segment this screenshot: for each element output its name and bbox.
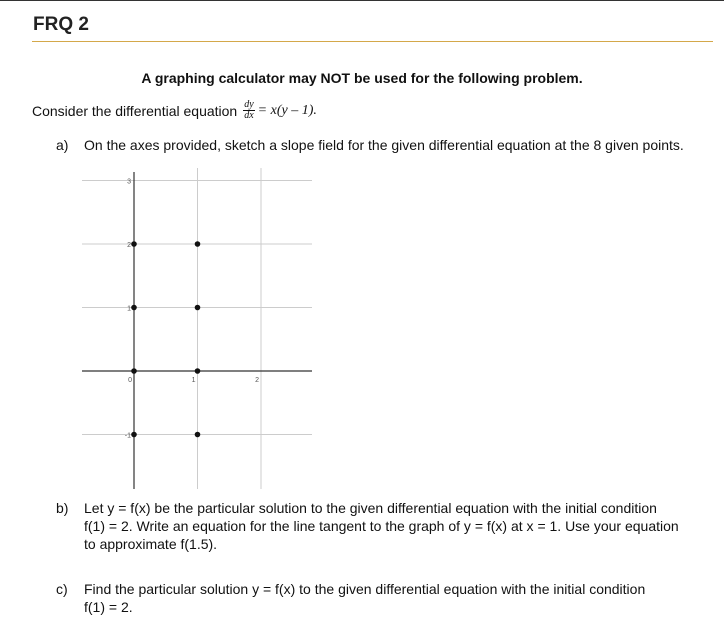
- slope-field-point: [195, 432, 201, 438]
- equation-rhs: = x(y – 1).: [257, 102, 317, 118]
- top-border-line: [0, 0, 724, 1]
- title-underline: [32, 41, 713, 42]
- x-tick-label: 1: [191, 377, 196, 384]
- fraction-denominator: dx: [244, 110, 254, 121]
- y-tick-label: 3: [127, 178, 131, 186]
- x-tick-label: 2: [255, 377, 259, 384]
- derivative-fraction: [243, 100, 254, 121]
- part-c-line-1: Find the particular solution y = f(x) to the given differential equation with the initial condition: [84, 581, 646, 597]
- calculator-note: A graphing calculator may NOT be used for the following problem.: [141, 70, 583, 86]
- slope-field-point: [195, 368, 201, 374]
- slope-field-point: [195, 305, 201, 311]
- intro-statement: [32, 100, 317, 121]
- fraction-numerator: dy: [244, 99, 254, 110]
- part-c-line-2: f(1) = 2.: [84, 599, 133, 615]
- slope-field-point: [131, 305, 137, 311]
- intro-text: Consider the differential equation: [32, 102, 238, 119]
- slope-field-point: [131, 241, 137, 247]
- slope-field-point: [195, 241, 201, 247]
- slope-field-axes: [80, 165, 320, 495]
- x-tick-label: 0: [128, 377, 132, 384]
- part-b-line-1: Let y = f(x) be the particular solution to the given differential equation with the initial condition: [84, 500, 657, 516]
- part-a-label: a): [56, 137, 69, 153]
- part-b-label: b): [56, 500, 69, 516]
- part-c-label: c): [56, 581, 68, 597]
- y-tick-label: 1: [127, 305, 131, 313]
- y-tick-label: -1: [124, 432, 131, 440]
- slope-field-point: [131, 368, 137, 374]
- part-a-text: On the axes provided, sketch a slope field for the given differential equation at the 8 given points.: [84, 137, 684, 153]
- part-b-line-2: f(1) = 2. Write an equation for the line tangent to the graph of y = f(x) at x = 1. Use your equation: [84, 518, 679, 534]
- slope-field-point: [131, 432, 137, 438]
- y-tick-label: 2: [127, 242, 131, 249]
- part-b-line-3: to approximate f(1.5).: [84, 536, 218, 552]
- page-title: FRQ 2: [33, 14, 89, 35]
